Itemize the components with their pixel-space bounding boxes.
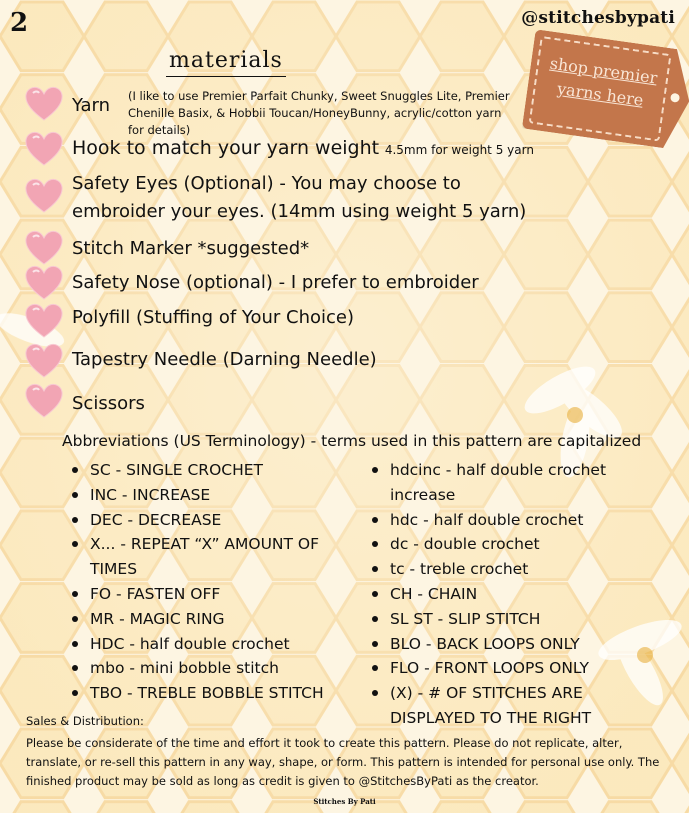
abbreviations-right-list: [370, 458, 620, 731]
heart-icon: [24, 303, 64, 339]
shop-yarn-tag[interactable]: [522, 29, 689, 151]
heart-icon: [24, 86, 64, 122]
tag-line-2: yarns here: [556, 78, 645, 110]
heart-icon: [24, 131, 64, 167]
heart-icon: [24, 265, 64, 301]
material-yarn: Yarn: [72, 95, 111, 116]
heart-icon: [24, 343, 64, 379]
list-item: MR - MAGIC RING: [70, 607, 350, 632]
material-tapestry-needle: Tapestry Needle (Darning Needle): [72, 349, 377, 370]
list-item: DEC - DECREASE: [70, 508, 350, 533]
sales-heading: Sales & Distribution:: [26, 714, 144, 728]
list-item: FLO - FRONT LOOPS ONLY: [370, 656, 620, 681]
material-scissors: Scissors: [72, 393, 145, 414]
list-item: X... - REPEAT “X” AMOUNT OF TIMES: [70, 532, 350, 582]
heart-icon: [24, 230, 64, 266]
page-title: materials: [166, 48, 286, 77]
list-item: tc - treble crochet: [370, 557, 620, 582]
list-item: FO - FASTEN OFF: [70, 582, 350, 607]
material-hook-note: 4.5mm for weight 5 yarn: [384, 143, 534, 157]
list-item: CH - CHAIN: [370, 582, 620, 607]
list-item: hdcinc - half double crochet increase: [370, 458, 620, 508]
material-safety-eyes: Safety Eyes (Optional) - You may choose to: [72, 173, 461, 194]
list-item: SL ST - SLIP STITCH: [370, 607, 620, 632]
list-item: TBO - TREBLE BOBBLE STITCH: [70, 681, 350, 706]
material-safety-nose: Safety Nose (optional) - I prefer to embroider: [72, 272, 479, 293]
material-safety-eyes-line2: embroider your eyes. (14mm using weight 5 yarn): [72, 201, 527, 222]
heart-icon: [24, 178, 64, 214]
list-item: BLO - BACK LOOPS ONLY: [370, 632, 620, 657]
list-item: SC - SINGLE CROCHET: [70, 458, 350, 483]
list-item: hdc - half double crochet: [370, 508, 620, 533]
page-number: 2: [10, 8, 29, 38]
abbreviations-left-list: [70, 458, 350, 706]
abbreviations-title: Abbreviations (US Terminology) - terms used in this pattern are capitalized: [62, 432, 642, 450]
list-item: HDC - half double crochet: [70, 632, 350, 657]
material-yarn-note: (I like to use Premier Parfait Chunky, Sweet Snuggles Lite, Premier Chenille Basix, & Hobbii Toucan/HoneyBunny, acrylic/cotton yarn for details): [128, 89, 510, 137]
sales-text: Please be considerate of the time and effort it took to create this pattern. Please do not replicate, alter, translate, or re-sell this pattern in any way, shape, or form. This pattern is intended for personal use only. The finished product may be sold as long as credit is given to @StitchesByPati as the creator.: [26, 736, 660, 788]
list-item: mbo - mini bobble stitch: [70, 656, 350, 681]
list-item: dc - double crochet: [370, 532, 620, 557]
list-item: (X) - # OF STITCHES ARE DISPLAYED TO THE RIGHT: [370, 681, 620, 731]
list-item: INC - INCREASE: [70, 483, 350, 508]
material-hook-label: Hook to match your yarn weight: [72, 137, 380, 159]
footer-credit: Stitches By Pati: [313, 797, 376, 806]
heart-icon: [24, 383, 64, 419]
instagram-handle: @stitchesbypati: [521, 8, 675, 28]
material-hook: [72, 134, 534, 164]
material-stitch-marker: Stitch Marker *suggested*: [72, 238, 310, 259]
material-polyfill: Polyfill (Stuffing of Your Choice): [72, 307, 355, 328]
tag-line-1: shop premier: [548, 53, 659, 88]
